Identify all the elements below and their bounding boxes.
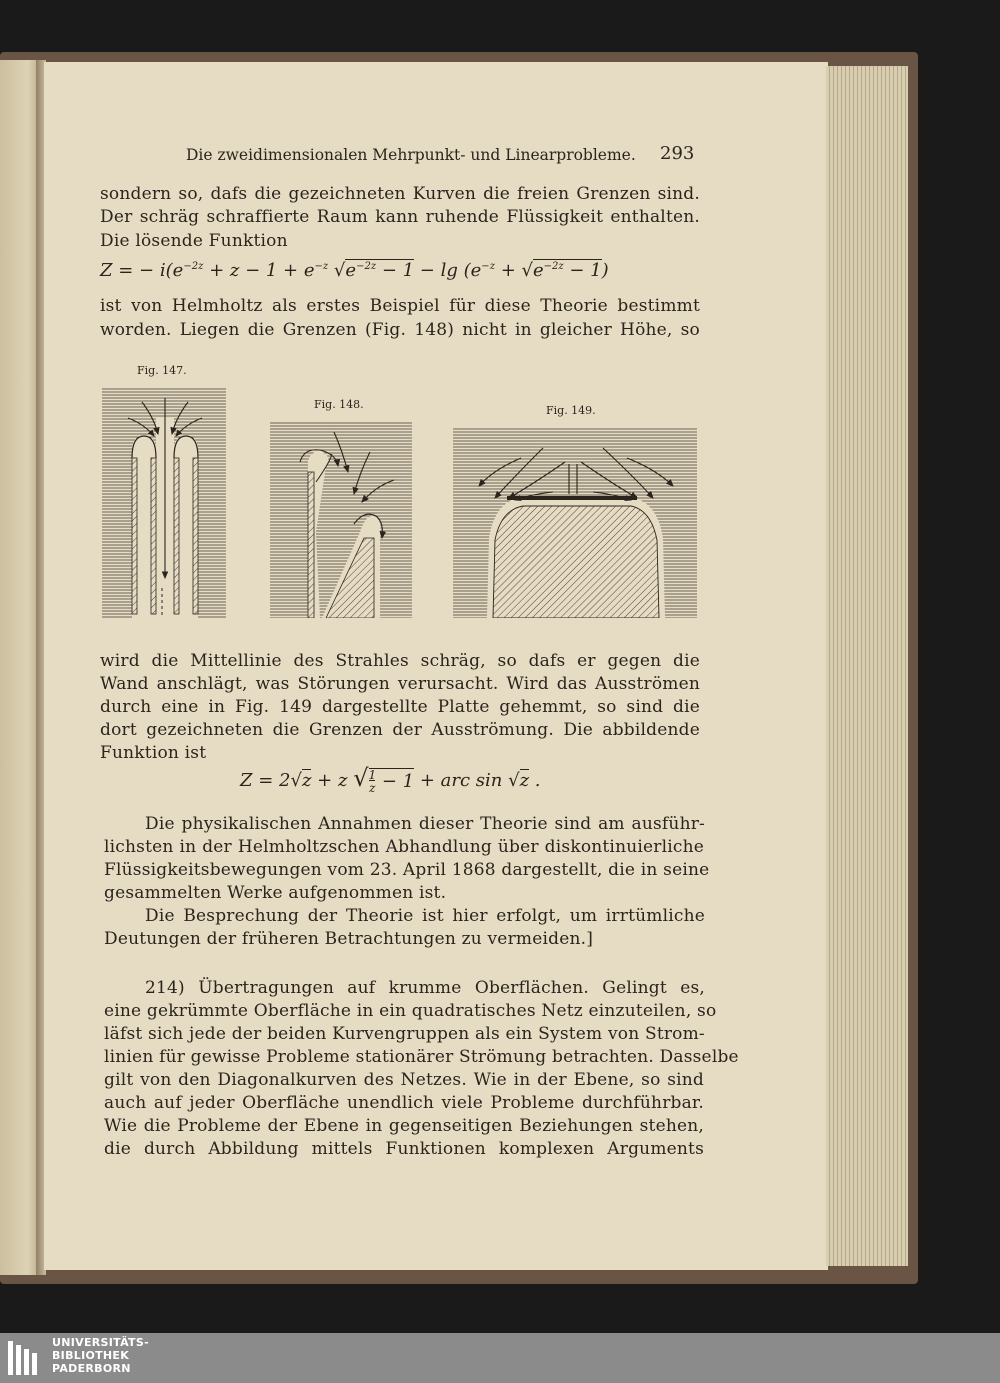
logo-line: UNIVERSITÄTS- [52,1336,149,1349]
body-line: Die physikalischen Annahmen dieser Theorie sind am ausführ- [145,814,705,834]
left-page-edge [0,60,40,1275]
logo-line: BIBLIOTHEK [52,1349,130,1362]
body-line: linien für gewisse Probleme stationärer Strömung betrachten. Dasselbe [104,1047,739,1067]
library-footer-bar [0,1333,1000,1383]
library-logo-text [52,1336,149,1375]
body-line: gesammelten Werke aufgenommen ist. [104,883,447,903]
formula-mapping: Z = 2√z + z √1 z − 1 + arc sin √z . [240,764,541,795]
library-logo-icon [6,1339,42,1377]
body-line: Die lösende Funktion [100,231,288,251]
logo-line: PADERBORN [52,1362,131,1375]
running-header: Die zweidimensionalen Mehrpunkt- und Linearprobleme. [186,146,636,164]
body-line: sondern so, dafs die gezeichneten Kurven die freien Grenzen sind. [100,184,700,204]
figure-147-diagram [102,388,226,618]
body-line: durch eine in Fig. 149 dargestellte Platte gehemmt, so sind die [100,697,700,717]
formula-helmholtz: Z = − $i(e^{-2z} + z - 1 + e^{-z}$ $√e^{-2z} - 1 - \lg (e^{-z} + √e^{-2z} - 1)$ [100,260,609,281]
page-number: 293 [660,143,695,164]
figure-149-diagram [453,428,697,618]
body-line: wird die Mittellinie des Strahles schräg, so dafs er gegen die [100,651,700,671]
body-line: Wie die Probleme der Ebene in gegenseitigen Beziehungen stehen, [104,1116,704,1136]
body-line: Deutungen der früheren Betrachtungen zu vermeiden.] [104,929,594,949]
body-line: dort gezeichneten die Grenzen der Ausströmung. Die abbildende [100,720,700,740]
body-line: worden. Liegen die Grenzen (Fig. 148) nicht in gleicher Höhe, so [100,320,700,340]
body-line: Funktion ist [100,743,207,763]
page-edges [826,66,908,1266]
figure-label-148: Fig. 148. [314,398,364,411]
figure-label-149: Fig. 149. [546,404,596,417]
body-line: auch auf jeder Oberfläche unendlich viele Probleme durchführbar. [104,1093,704,1113]
body-line: gilt von den Diagonalkurven des Netzes. Wie in der Ebene, so sind [104,1070,704,1090]
body-line: Wand anschlägt, was Störungen verursacht. Wird das Ausströmen [100,674,700,694]
figure-148-diagram [270,422,412,618]
body-line: läfst sich jede der beiden Kurvengruppen als ein System von Strom- [104,1024,705,1044]
body-line: Flüssigkeitsbewegungen vom 23. April 1868 dargestellt, die in seine [104,860,710,880]
body-line: eine gekrümmte Oberfläche in ein quadratisches Netz einzuteilen, so [104,1001,717,1021]
body-line: Die Besprechung der Theorie ist hier erfolgt, um irrtümliche [145,906,705,926]
body-line: lichsten in der Helmholtzschen Abhandlung über diskontinuierliche [104,837,704,857]
figure-label-147: Fig. 147. [137,364,187,377]
body-line: Der schräg schraffierte Raum kann ruhende Flüssigkeit enthalten. [100,207,700,227]
body-line: ist von Helmholtz als erstes Beispiel für diese Theorie bestimmt [100,296,700,316]
section-heading-line: 214) Übertragungen auf krumme Oberflächen. Gelingt es, [145,978,705,998]
body-line: die durch Abbildung mittels Funktionen komplexen Arguments [104,1139,704,1159]
